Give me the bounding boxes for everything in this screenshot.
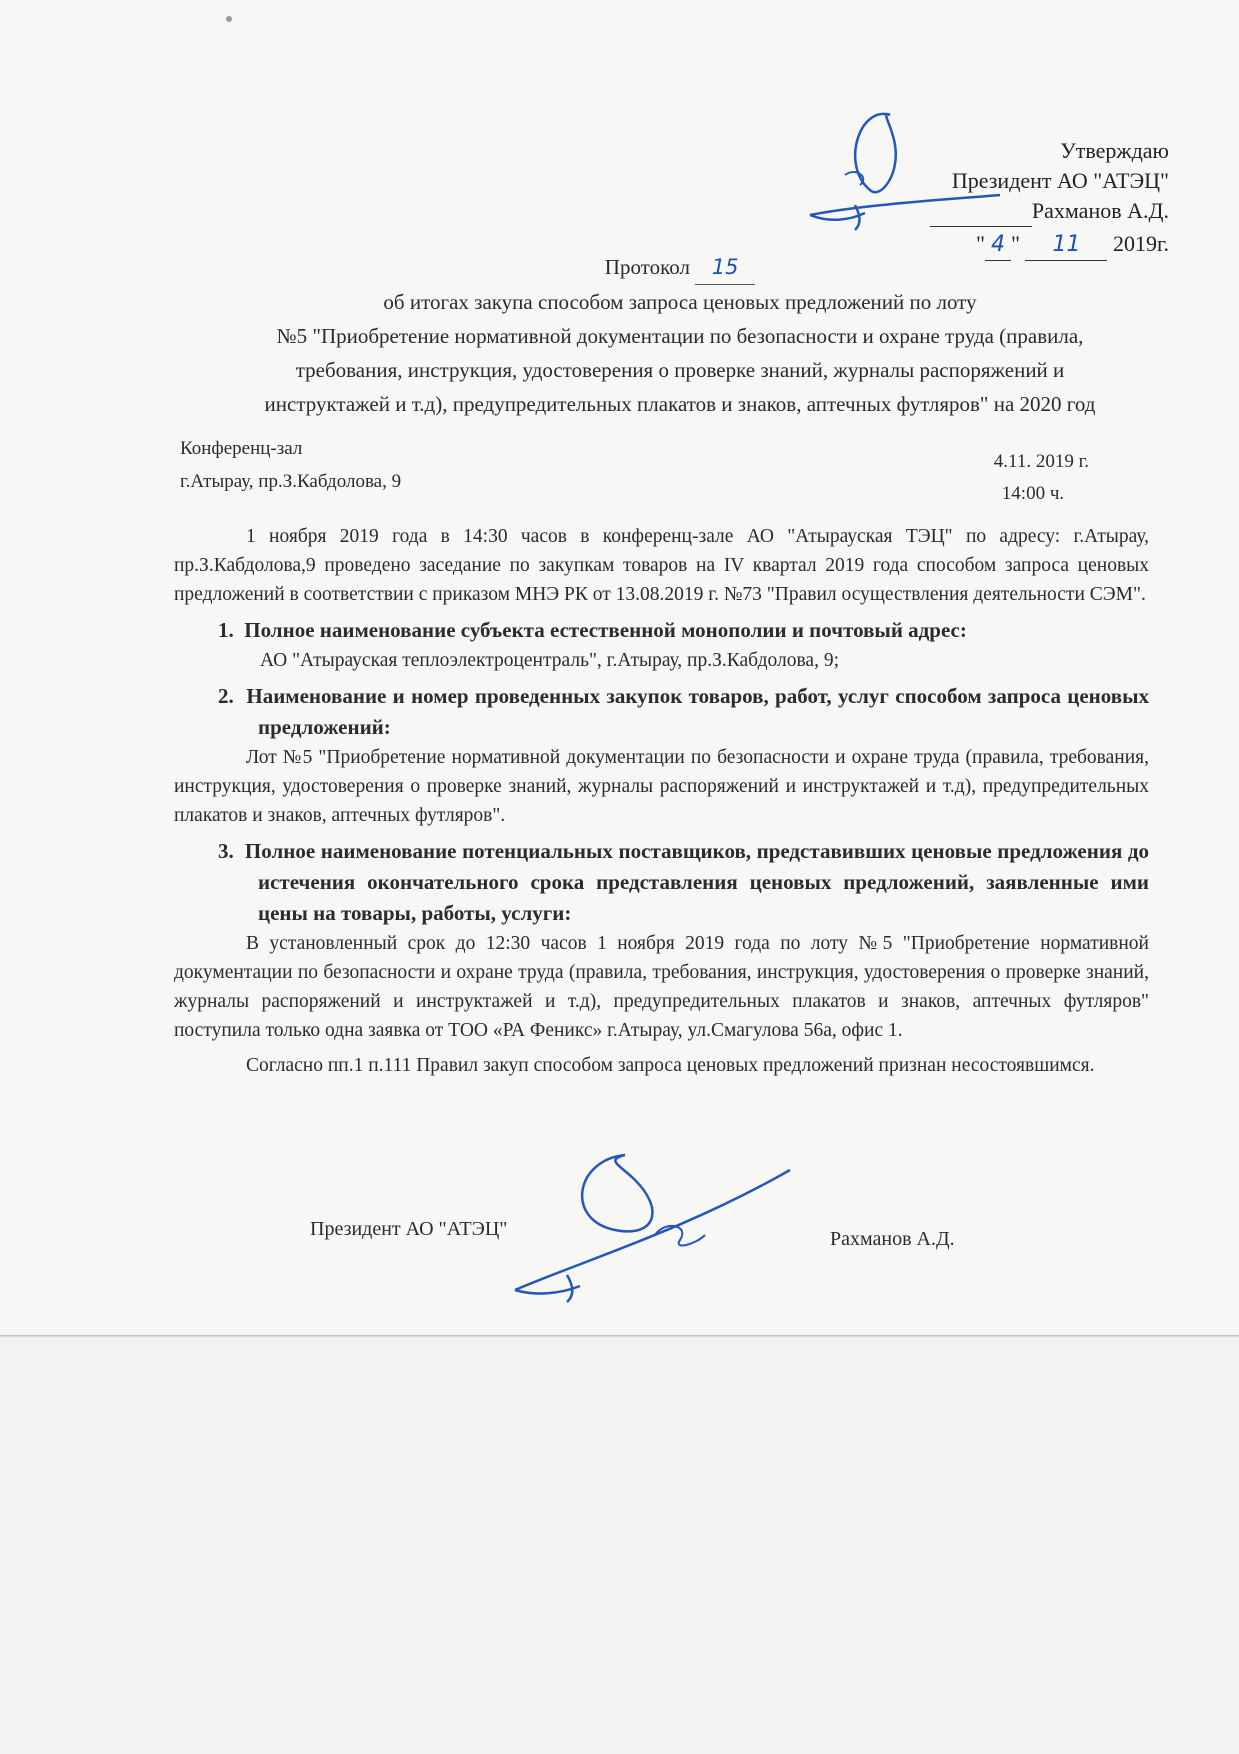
title-line-1: об итогах закупа способом запроса ценовых предложений по лоту — [383, 290, 977, 314]
meeting-address: г.Атырау, пр.З.Кабдолова, 9 — [180, 471, 402, 492]
scan-speck — [226, 16, 232, 22]
approval-name: Рахманов А.Д. — [1031, 198, 1169, 223]
section-title: Наименование и номер проведенных закупок товаров, работ, услуг способом запроса ценовых предложений: — [246, 684, 1149, 739]
section-title: Полное наименование субъекта естественной монополии и почтовый адрес: — [244, 618, 967, 642]
section-heading — [218, 836, 1149, 929]
intro-paragraph: 1 ноября 2019 года в 14:30 часов в конференц-зале АО "Атырауская ТЭЦ" по адресу: г.Атырау, пр.З.Кабдолова,9 проведено заседание по закупкам товаров на IV квартал 2019 года способом запроса ценовых предложений в соответствии с приказом МНЭ РК от 13.08.2019 г. №73 "Правил осуществления деятельности СЭМ". — [174, 526, 1149, 605]
approval-year: 2019г. — [1112, 231, 1169, 256]
meeting-room: Конференц-зал — [180, 438, 303, 459]
blank-area — [0, 1338, 1239, 1754]
section-2 — [174, 681, 1149, 830]
meeting-date: 4.11. 2019 г. — [993, 451, 1089, 472]
approval-position: Президент АО "АТЭЦ" — [951, 168, 1169, 193]
section-number: 1. — [218, 618, 234, 642]
conclusion-paragraph: Согласно пп.1 п.111 Правил закуп способом запроса ценовых предложений признан несостоявшимся. — [246, 1055, 1095, 1076]
approval-signature — [800, 105, 1030, 255]
meeting-place — [180, 432, 401, 498]
president-signature — [505, 1150, 825, 1310]
protocol-number: 15 — [695, 250, 755, 285]
signature-name: Рахманов А.Д. — [830, 1228, 955, 1250]
title-line-3: требования, инструкция, удостоверения о проверке знаний, журналы распоряжений и — [295, 358, 1065, 382]
approval-month: 11 — [1025, 230, 1107, 261]
title-line-2: №5 "Приобретение нормативной документации по безопасности и охране труда (правила, — [276, 324, 1084, 348]
approval-date: " 4 " 11 2019г. — [869, 229, 1169, 261]
protocol-label: Протокол — [604, 255, 690, 279]
section-heading — [218, 681, 1149, 743]
signature-position: Президент АО "АТЭЦ" — [310, 1218, 508, 1240]
approval-day: 4 — [985, 230, 1011, 261]
document-body — [174, 522, 1149, 1084]
section-1 — [174, 615, 1149, 675]
section-title: Полное наименование потенциальных поставщиков, представивших ценовые предложения до истечения окончательного срока представления ценовых предложений, заявленные ими цены на товары, работы, услуги: — [244, 839, 1150, 925]
meeting-datetime — [994, 446, 1089, 510]
section-body: В установленный срок до 12:30 часов 1 ноября 2019 года по лоту №5 "Приобретение нормативной документации по безопасности и охране труда (правила, требования, инструкция, удостоверения о проверке знаний, журналы распоряжений и инструктажей и т.д), предупредительных плакатов и знаков, аптечных футляров" поступила только одна заявка от ТОО «РА Феникс» г.Атырау, ул.Смагулова 56а, офис 1. — [174, 933, 1149, 1041]
section-number: 2. — [218, 684, 234, 708]
title-line-4: инструктажей и т.д), предупредительных плакатов и знаков, аптечных футляров" на 2020 год — [264, 392, 1096, 416]
document-title — [200, 250, 1160, 421]
protocol-line — [200, 250, 1160, 285]
approval-heading: Утверждаю — [1060, 138, 1169, 163]
section-number: 3. — [218, 839, 234, 863]
section-body: АО "Атырауская теплоэлектроцентраль", г.Атырау, пр.З.Кабдолова, 9; — [260, 650, 840, 671]
section-heading — [218, 615, 1149, 646]
section-body: Лот №5 "Приобретение нормативной документации по безопасности и охране труда (правила, требования, инструкция, удостоверения о проверке знаний, журналы распоряжений и инструктажей и т.д), предупредительных плакатов и знаков, аптечных футляров". — [174, 747, 1149, 826]
section-3 — [174, 836, 1149, 1045]
meeting-time: 14:00 ч. — [1001, 483, 1065, 504]
